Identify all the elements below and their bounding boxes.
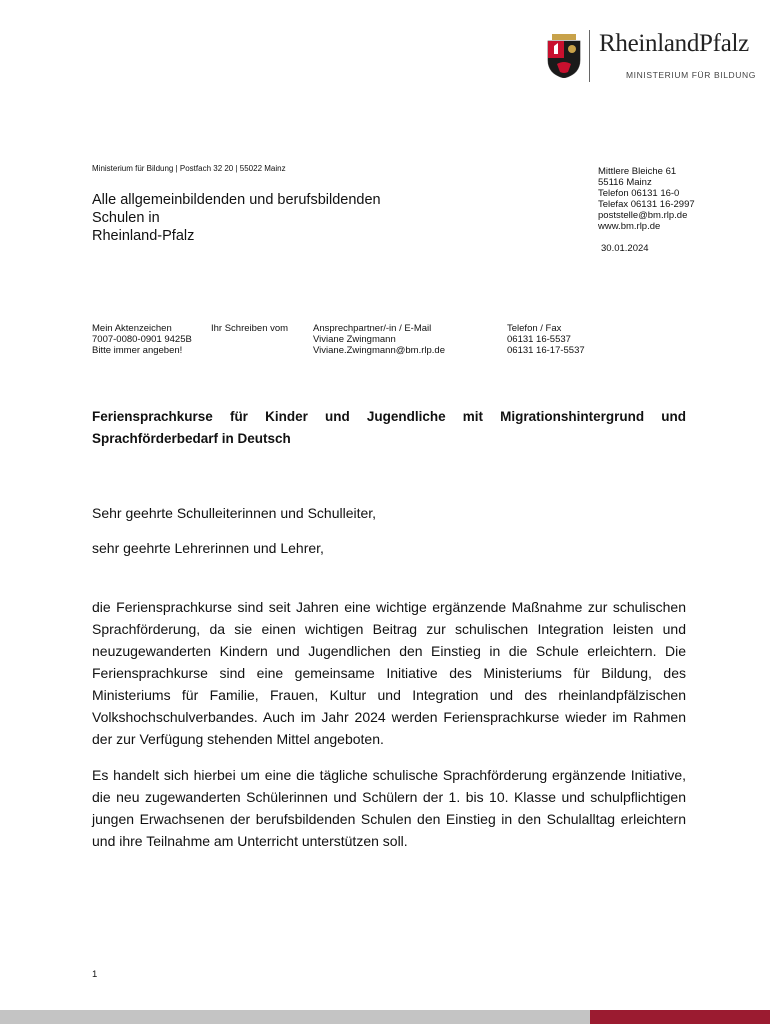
ministry-address (598, 166, 695, 232)
footer-bar-grey (0, 1010, 590, 1024)
coat-of-arms-icon (546, 34, 582, 78)
ref-note: Bitte immer angeben! (92, 345, 183, 356)
ministry-logo (546, 28, 756, 88)
body-paragraph: die Feriensprachkurse sind seit Jahren eine wichtige ergänzende Maßnahme zur schulischen Sprachförderung, da sie einen wichtigen Beitrag zur schulischen Integration leisten und neuzugewanderten Kindern und Jugendlichen den Einstieg in die Schule erleichtern. Die Feriensprachkurse sind eine gemeinsame Initiative des Ministeriums für Bildung, des Ministeriums für Familie, Frauen, Kultur und Integration und des rheinlandpfälzischen Volkshochschulverbandes. Auch im Jahr 2024 werden Feriensprachkurse wieder im Rahmen der zur Verfügung stehenden Mittel angeboten. (92, 599, 686, 747)
reference-ihr-schreiben (211, 323, 288, 334)
contact-name: Viviane Zwingmann (313, 334, 396, 345)
ref-header: Ansprechpartner/-in / E-Mail (313, 323, 432, 334)
recipient-line: Schulen in (92, 210, 160, 226)
reference-aktenzeichen (92, 323, 192, 356)
logo-wordmark: RheinlandPfalz (599, 30, 749, 57)
address-city: 55116 Mainz (598, 177, 652, 188)
address-fax: Telefax 06131 16-2997 (598, 199, 695, 210)
ref-header: Mein Aktenzeichen (92, 323, 172, 334)
address-street: Mittlere Bleiche 61 (598, 166, 677, 177)
logo-ministry-name: MINISTERIUM FÜR BILDUNG (626, 70, 756, 80)
ref-header: Telefon / Fax (507, 323, 562, 334)
sender-return-address: Ministerium für Bildung | Postfach 32 20 | 55022 Mainz (92, 164, 286, 173)
body-paragraph: Es handelt sich hierbei um eine die tägliche schulische Sprachförderung ergänzende Initiative, die neu zugewanderten Schülerinnen und Schülern der 1. bis 10. Klasse und schulpflichtigen jungen Erwachsenen der berufsbildenden Schulen den Einstieg in den Schulalltag erleichtern und ihre Teilnahme am Unterricht unterstützen soll. (92, 767, 686, 849)
contact-phone: 06131 16-5537 (507, 334, 571, 345)
salutation-line: Sehr geehrte Schulleiterinnen und Schulleiter, (92, 505, 377, 521)
logo-divider (589, 30, 590, 82)
footer-bar-red (590, 1010, 770, 1024)
ref-header: Ihr Schreiben vom (211, 323, 289, 334)
reference-phone (507, 323, 585, 356)
address-phone: Telefon 06131 16-0 (598, 188, 680, 199)
ref-value: 7007-0080-0901 9425B (92, 334, 192, 345)
address-email: poststelle@bm.rlp.de (598, 210, 688, 221)
contact-email: Viviane.Zwingmann@bm.rlp.de (313, 345, 445, 356)
reference-contact (313, 323, 445, 356)
recipient-line: Alle allgemeinbildenden und berufsbildenden (92, 192, 381, 208)
address-website: www.bm.rlp.de (598, 221, 661, 232)
recipient-block (92, 191, 381, 245)
recipient-line: Rheinland-Pfalz (92, 228, 195, 244)
letter-date: 30.01.2024 (601, 243, 649, 254)
salutation-line: sehr geehrte Lehrerinnen und Lehrer, (92, 540, 324, 556)
page-number: 1 (92, 969, 98, 980)
letter-subject: Feriensprachkurse für Kinder und Jugendliche mit Migrationshintergrund und Sprachförderbedarf in Deutsch (92, 409, 686, 446)
contact-fax: 06131 16-17-5537 (507, 345, 585, 356)
